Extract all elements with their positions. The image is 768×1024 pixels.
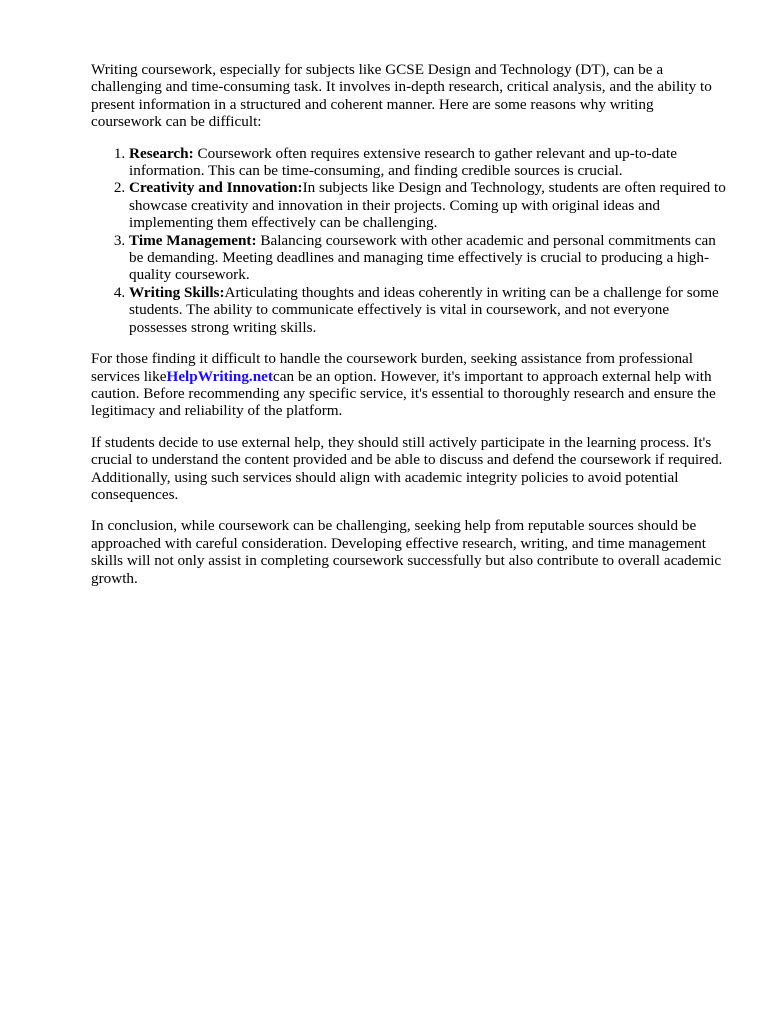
help-paragraph-before: For those finding it difficult to handle the coursework burden, seeking assistance from professional services like [91,350,694,385]
list-item-text: Balancing coursework with other academic and personal commitments can be demanding. Meeting deadlines and managing time effectively is crucial to producing a high-quality coursework. [129,231,716,284]
help-paragraph-after: can be an option. However, it's important to approach external help with caution. Before recommending any specific service, it's essential to thoroughly research and ensure the legitimacy and reliability of the platform. [91,367,716,420]
conclusion-paragraph: In conclusion, while coursework can be challenging, seeking help from reputable sources should be approached with careful consideration. Developing effective research, writing, and time management skills will not only assist in completing coursework successfully but also contribute to overall academic growth. [91,517,722,587]
list-item-text: Articulating thoughts and ideas coherently in writing can be a challenge for some students. The ability to communicate effectively is vital in coursework, and not everyone possesses strong writing skills. [129,283,719,336]
list-item-creativity [129,179,727,231]
list-item-term: Time Management: [129,231,257,249]
list-item-term: Writing Skills: [129,283,225,301]
help-paragraph [91,350,727,420]
list-item-term: Research: [129,144,194,162]
intro-paragraph: Writing coursework, especially for subjects like GCSE Design and Technology (DT), can be a challenging and time-consuming task. It involves in-depth research, critical analysis, and the ability to present information in a structured and coherent manner. Here are some reasons why writing coursework can be difficult: [91,61,712,131]
helpwriting-link[interactable]: HelpWriting.net [166,367,273,385]
list-item-term: Creativity and Innovation: [129,179,303,197]
participation-paragraph: If students decide to use external help, they should still actively participate in the learning process. It's crucial to understand the content provided and be able to discuss and defend the coursework if required. Additionally, using such services should align with academic integrity policies to avoid potential consequences. [91,433,723,503]
list-item-writing-skills [129,284,727,336]
list-item-text: In subjects like Design and Technology, students are often required to showcase creativity and innovation in their projects. Coming up with original ideas and implementing them effectively can be challenging. [129,179,726,232]
list-item-text: Coursework often requires extensive research to gather relevant and up-to-date information. This can be time-consuming, and finding credible sources is crucial. [129,144,677,180]
reasons-list [91,145,727,336]
list-item-research [129,145,727,180]
list-item-time-management [129,232,727,284]
document-page [91,61,727,601]
